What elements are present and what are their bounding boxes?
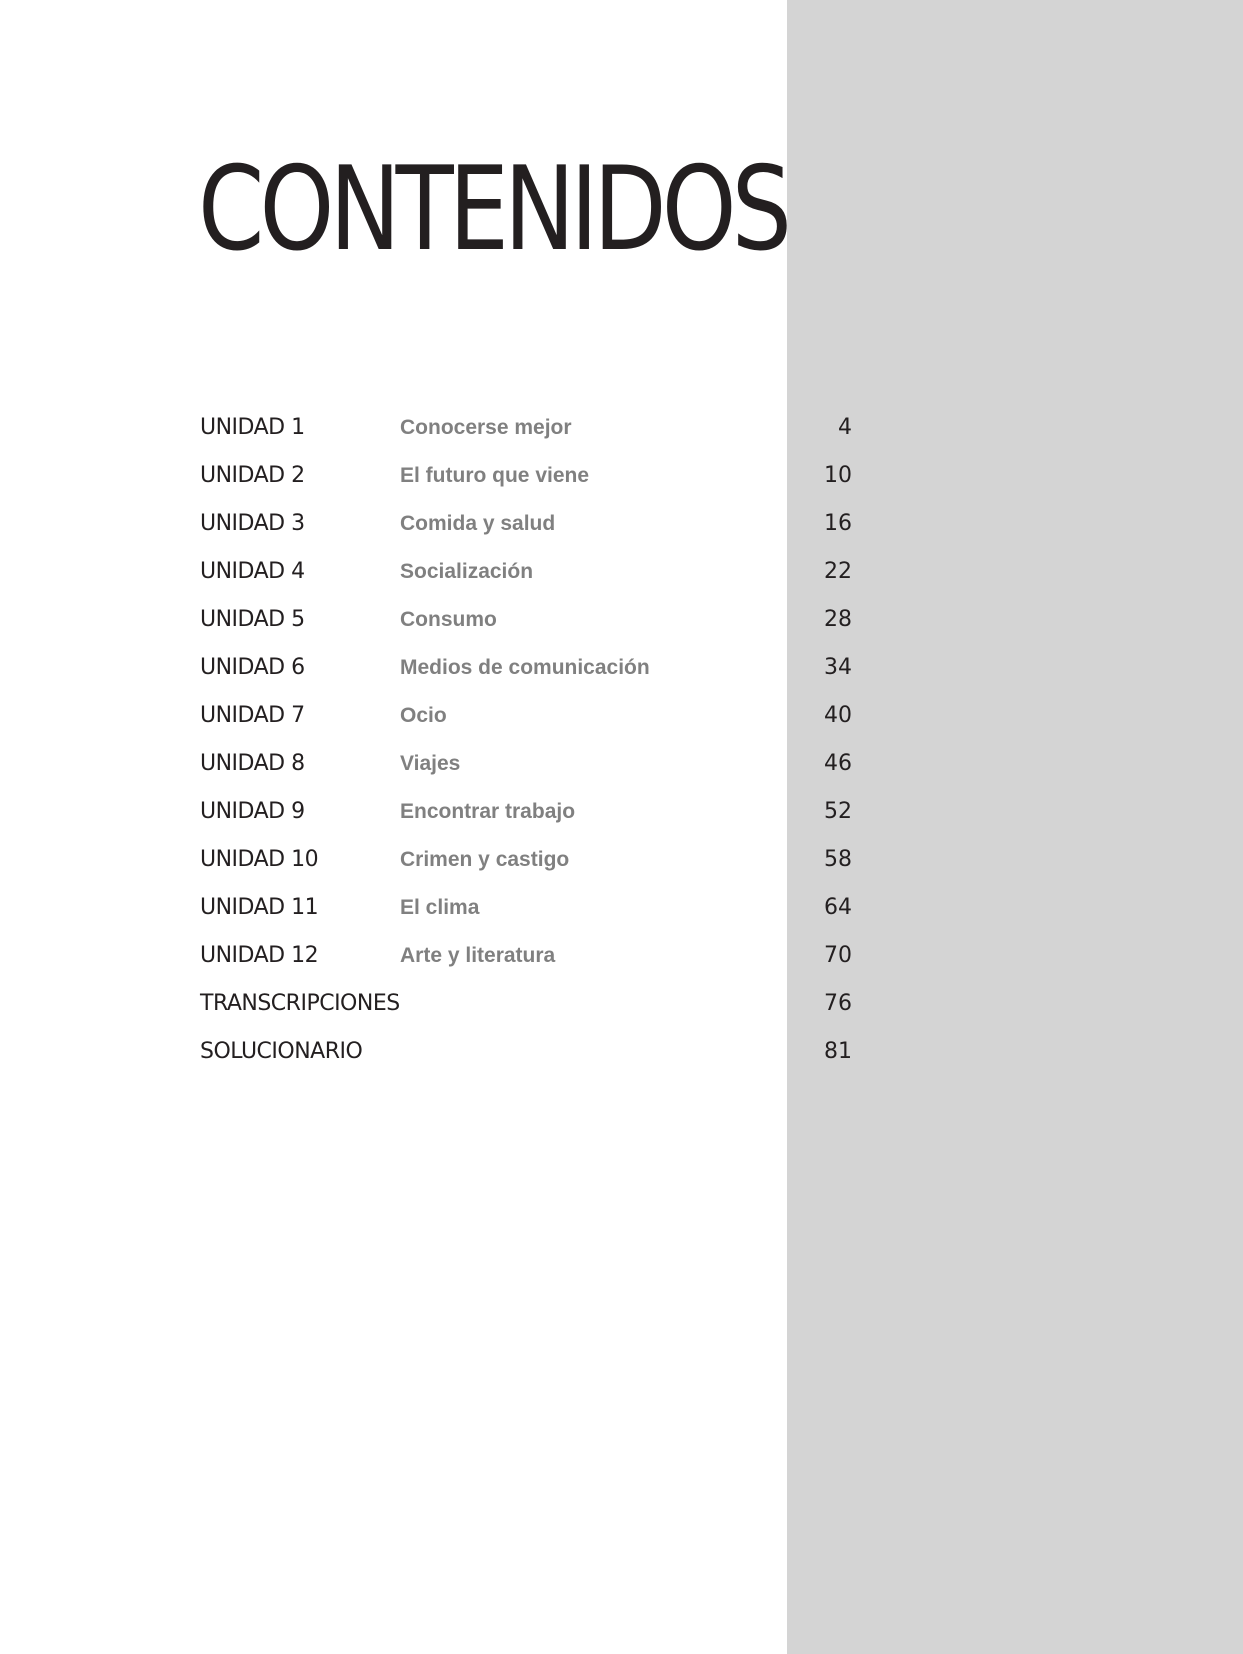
toc-row-transcripciones[interactable]	[200, 980, 852, 1028]
toc-topic: El futuro que viene	[400, 464, 590, 487]
toc-topic: Crimen y castigo	[400, 848, 570, 871]
toc-unit: UNIDAD 11	[200, 895, 319, 920]
toc-page-number: 34	[824, 655, 852, 680]
toc-unit: SOLUCIONARIO	[200, 1039, 363, 1064]
toc-unit: UNIDAD 5	[200, 607, 305, 632]
toc-row-9[interactable]	[200, 788, 852, 836]
toc-unit: UNIDAD 9	[200, 799, 305, 824]
toc-unit: UNIDAD 6	[200, 655, 305, 680]
toc-topic: Arte y literatura	[400, 944, 556, 967]
toc-page-number: 70	[824, 943, 852, 968]
toc-topic: Medios de comunicación	[400, 656, 650, 679]
toc-unit: TRANSCRIPCIONES	[200, 991, 400, 1016]
toc-row-1[interactable]	[200, 404, 852, 452]
toc-page-number: 46	[824, 751, 852, 776]
toc-topic: Comida y salud	[400, 512, 556, 535]
toc-page-number: 76	[824, 991, 852, 1016]
toc-topic: Encontrar trabajo	[400, 800, 576, 823]
toc-page-number: 58	[824, 847, 852, 872]
toc-topic: Ocio	[400, 704, 447, 727]
toc-topic: Viajes	[400, 752, 461, 775]
toc-row-4[interactable]	[200, 548, 852, 596]
toc-row-11[interactable]	[200, 884, 852, 932]
page-title: CONTENIDOS	[198, 142, 788, 277]
toc-page-number: 81	[824, 1039, 852, 1064]
toc-page-number: 64	[824, 895, 852, 920]
toc-page-number: 4	[838, 415, 852, 440]
toc-row-6[interactable]	[200, 644, 852, 692]
toc-row-2[interactable]	[200, 452, 852, 500]
toc-page-number: 28	[824, 607, 852, 632]
toc-unit: UNIDAD 10	[200, 847, 319, 872]
toc-unit: UNIDAD 12	[200, 943, 319, 968]
toc-unit: UNIDAD 1	[200, 415, 305, 440]
toc-unit: UNIDAD 8	[200, 751, 305, 776]
toc-row-3[interactable]	[200, 500, 852, 548]
toc-row-10[interactable]	[200, 836, 852, 884]
toc-row-solucionario[interactable]	[200, 1028, 852, 1076]
toc-row-7[interactable]	[200, 692, 852, 740]
toc-topic: Conocerse mejor	[400, 416, 572, 439]
toc-topic: Consumo	[400, 608, 497, 631]
toc-unit: UNIDAD 2	[200, 463, 305, 488]
toc-page-number: 22	[824, 559, 852, 584]
toc-unit: UNIDAD 3	[200, 511, 305, 536]
toc-topic: Socialización	[400, 560, 534, 583]
toc-page-number: 10	[824, 463, 852, 488]
toc-unit: UNIDAD 4	[200, 559, 305, 584]
toc-row-12[interactable]	[200, 932, 852, 980]
toc-topic: El clima	[400, 896, 480, 919]
toc-row-8[interactable]	[200, 740, 852, 788]
toc-page-number: 16	[824, 511, 852, 536]
side-panel	[787, 0, 1243, 1654]
table-of-contents	[200, 404, 852, 1076]
toc-page-number: 40	[824, 703, 852, 728]
toc-page-number: 52	[824, 799, 852, 824]
toc-unit: UNIDAD 7	[200, 703, 305, 728]
toc-row-5[interactable]	[200, 596, 852, 644]
